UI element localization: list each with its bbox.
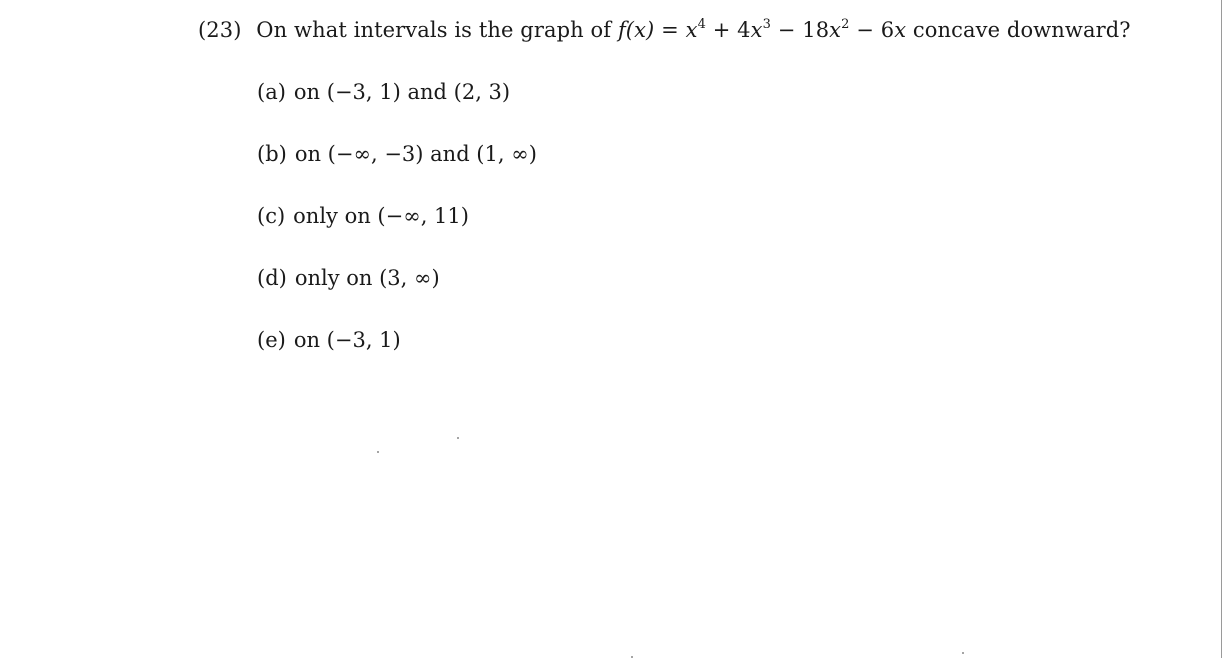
function-expression: $f(x) = x^4 + 4x^3 - 18x^2 - 6x$ — [617, 17, 913, 42]
option-b — [257, 138, 537, 200]
option-letter: (c) — [257, 204, 286, 228]
option-text: only on (3, ∞) — [294, 266, 440, 290]
question-number: (23) — [198, 18, 242, 42]
option-letter: (a) — [257, 80, 286, 104]
scan-speck — [457, 437, 459, 439]
option-text: on (−3, 1) — [293, 328, 401, 352]
option-e — [257, 324, 537, 386]
question-text — [198, 14, 1131, 46]
question-tail: concave downward? — [912, 18, 1131, 42]
scan-speck — [962, 652, 964, 654]
function-lhs: f(x) — [617, 18, 655, 42]
option-c — [257, 200, 537, 262]
scan-right-edge — [1221, 0, 1222, 658]
answer-options — [257, 76, 537, 386]
option-text: on (−∞, −3) and (1, ∞) — [294, 142, 537, 166]
option-a — [257, 76, 537, 138]
option-text: on (−3, 1) and (2, 3) — [293, 80, 511, 104]
option-letter: (b) — [257, 142, 287, 166]
option-letter: (e) — [257, 328, 286, 352]
option-text: only on (−∞, 11) — [293, 204, 469, 228]
question-stem: On what intervals is the graph of — [256, 18, 612, 42]
option-d — [257, 262, 537, 324]
option-letter: (d) — [257, 266, 287, 290]
scan-speck — [377, 451, 379, 453]
